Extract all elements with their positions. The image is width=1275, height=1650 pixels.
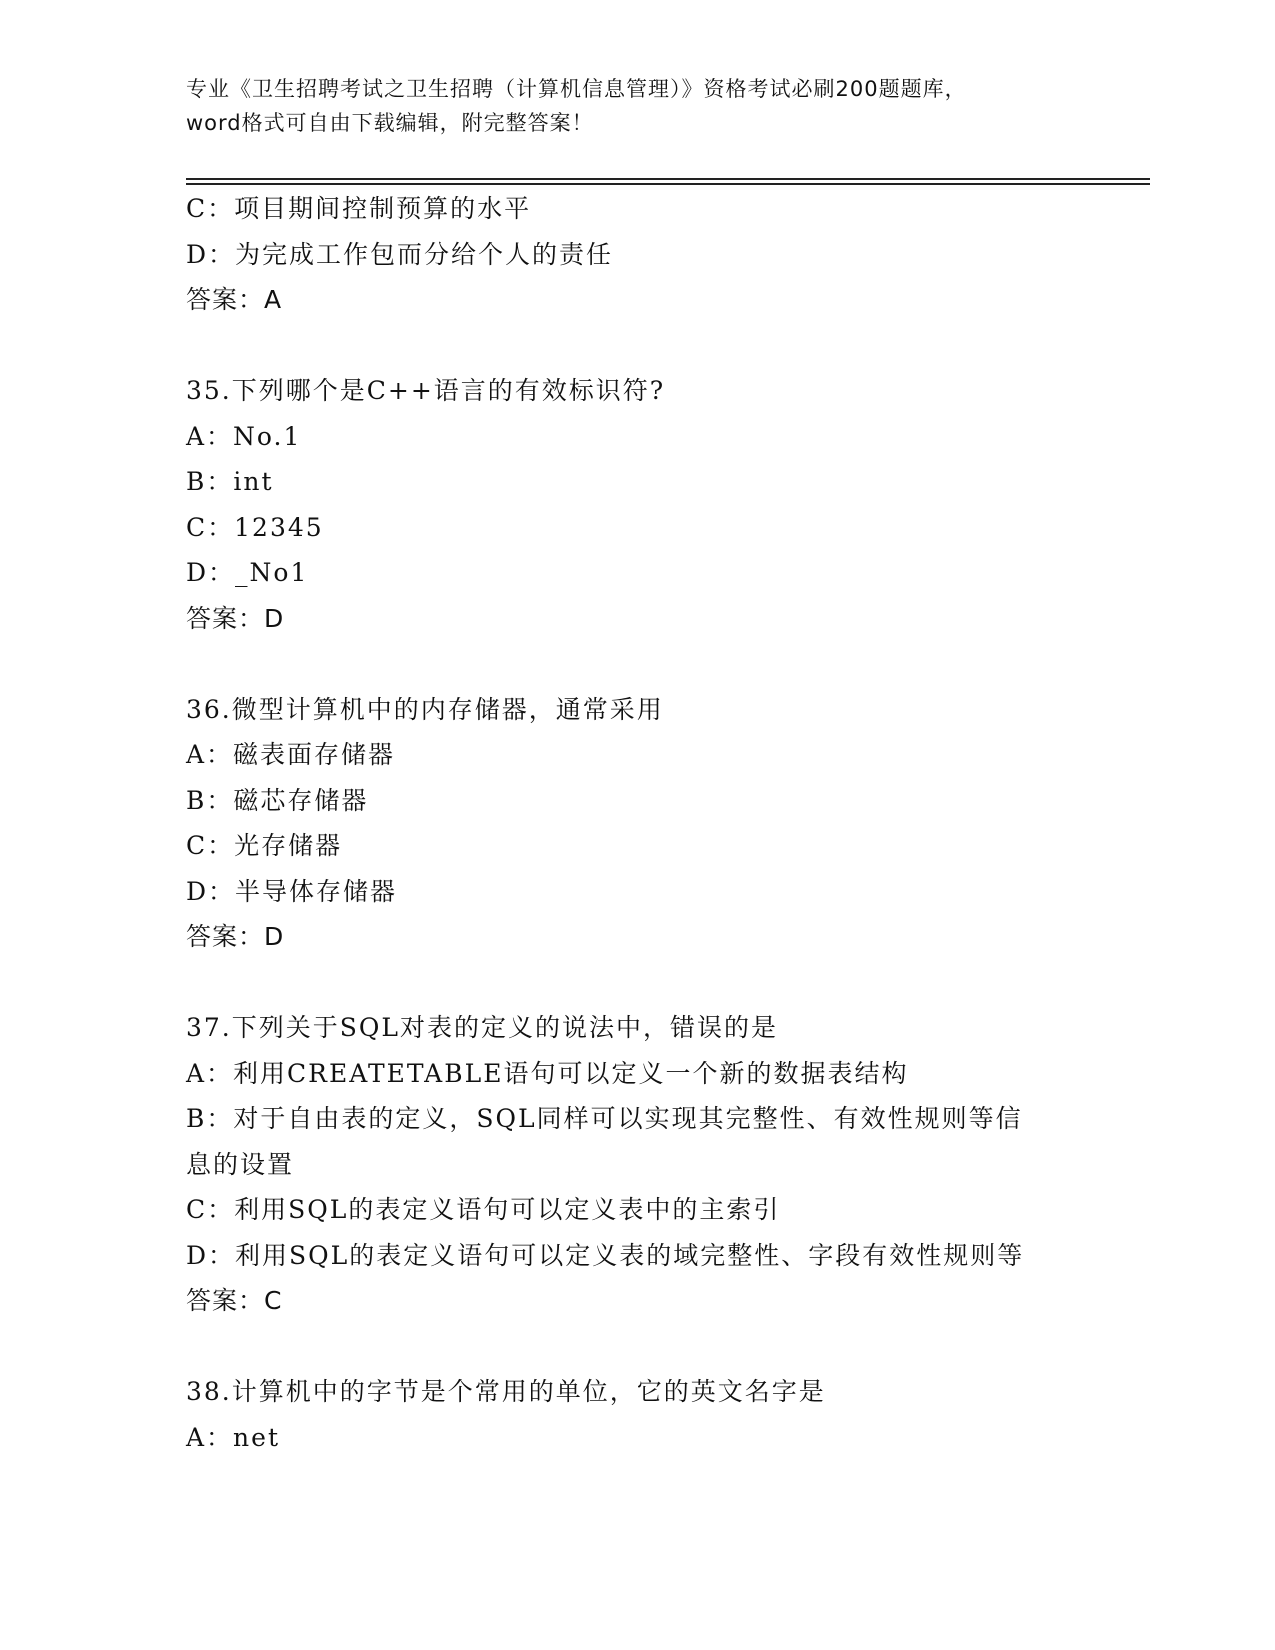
- header-title-line-1: 专业《卫生招聘考试之卫生招聘（计算机信息管理）》资格考试必刷200题题库，: [186, 77, 967, 101]
- header-title-line-2: word格式可自由下载编辑，附完整答案！: [186, 111, 594, 135]
- continued-question: [186, 186, 1086, 323]
- option-d: D：半导体存储器: [186, 876, 398, 906]
- spacer: [186, 641, 1086, 687]
- option-d: D：为完成工作包而分给个人的责任: [186, 239, 614, 269]
- spacer: [186, 323, 1086, 369]
- option-b: B：对于自由表的定义，SQL同样可以实现其完整性、有效性规则等信: [186, 1104, 1023, 1133]
- option-b: B：磁芯存储器: [186, 785, 369, 815]
- option-b: B：int: [186, 467, 274, 496]
- answer-label: 答案：D: [186, 922, 285, 951]
- question-stem: 35.下列哪个是C++语言的有效标识符?: [186, 376, 666, 405]
- option-d: D：_No1: [186, 558, 309, 587]
- question-list: [186, 186, 1086, 1460]
- question-35: [186, 368, 1086, 641]
- option-a: A：No.1: [186, 421, 302, 451]
- option-c: C：利用SQL的表定义语句可以定义表中的主索引: [186, 1195, 781, 1224]
- question-stem: 36.微型计算机中的内存储器，通常采用: [186, 694, 664, 724]
- answer-label: 答案：D: [186, 603, 285, 633]
- header-divider-top: [186, 178, 1150, 180]
- option-c: C：12345: [186, 512, 324, 542]
- header-divider-bottom: [186, 183, 1150, 185]
- option-c: C：光存储器: [186, 831, 343, 860]
- option-a: A：net: [186, 1422, 280, 1452]
- question-36: [186, 687, 1086, 960]
- document-header: [186, 72, 1086, 140]
- spacer: [186, 1324, 1086, 1370]
- option-d: D：利用SQL的表定义语句可以定义表的域完整性、字段有效性规则等: [186, 1240, 1025, 1270]
- spacer: [186, 960, 1086, 1006]
- option-c: C：项目期间控制预算的水平: [186, 194, 532, 223]
- answer-label: 答案：A: [186, 285, 283, 314]
- option-a: A：磁表面存储器: [186, 740, 396, 769]
- question-37: [186, 1005, 1086, 1324]
- question-38: [186, 1369, 1086, 1460]
- option-a: A：利用CREATETABLE语句可以定义一个新的数据表结构: [186, 1058, 909, 1088]
- answer-label: 答案：C: [186, 1286, 283, 1315]
- question-stem: 38.计算机中的字节是个常用的单位，它的英文名字是: [186, 1377, 826, 1406]
- option-b-continuation: 息的设置: [186, 1149, 295, 1179]
- question-stem: 37.下列关于SQL对表的定义的说法中，错误的是: [186, 1013, 778, 1042]
